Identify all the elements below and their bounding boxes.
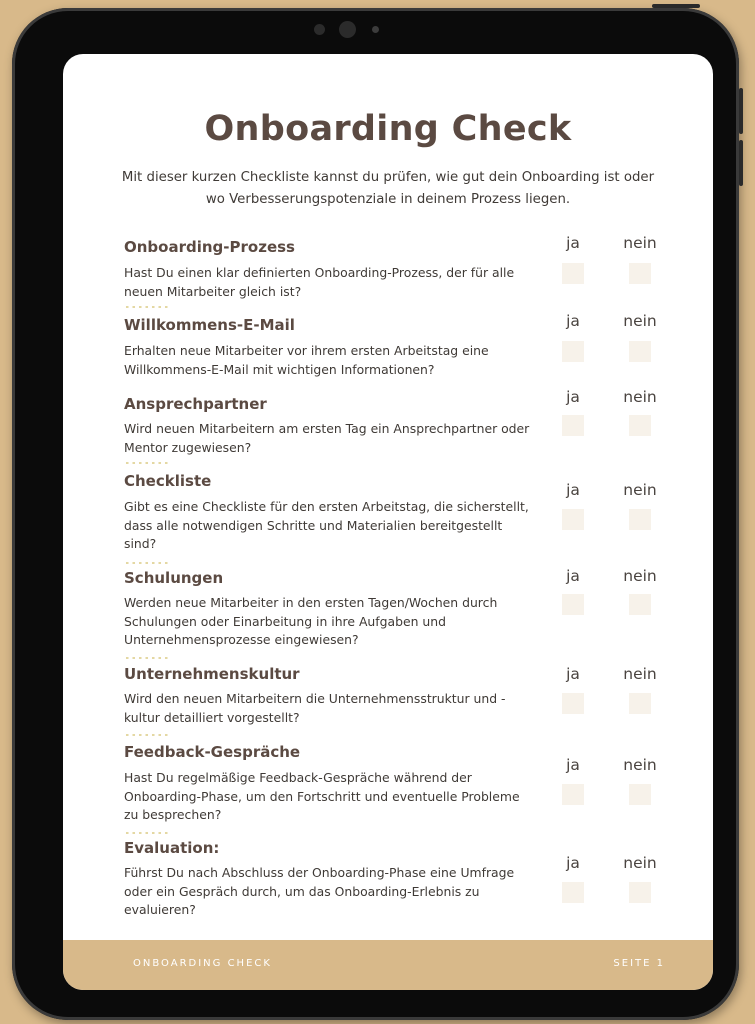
option-label-ja: ja	[566, 854, 580, 872]
light-sensor-icon	[372, 26, 379, 33]
item-question: Hast Du einen klar definierten Onboarding-Prozess, der für alle neuen Mitarbeiter gleich ist?	[124, 265, 515, 299]
item-title: Feedback-Gespräche	[124, 743, 301, 761]
option-label-nein: nein	[623, 756, 657, 774]
item-question: Wird den neuen Mitarbeitern die Unternehmensstruktur und -kultur detailliert vorgestellt?	[124, 691, 506, 725]
item-question: Gibt es eine Checkliste für den ersten Arbeitstag, die sicherstellt, dass alle notwendigen Schritte und Materialien bereitgestellt sind?	[124, 499, 529, 551]
dotted-divider	[124, 734, 170, 736]
option-label-ja: ja	[566, 312, 580, 330]
page-title: Onboarding Check	[204, 109, 572, 149]
page-footer	[63, 940, 713, 990]
option-label-ja: ja	[566, 665, 580, 683]
checkbox-ja[interactable]	[562, 594, 584, 615]
option-label-ja: ja	[566, 388, 580, 406]
camera-icon	[339, 21, 356, 38]
checkbox-nein[interactable]	[629, 882, 651, 903]
option-label-nein: nein	[623, 481, 657, 499]
item-title: Evaluation:	[124, 839, 220, 857]
intro-text: Mit dieser kurzen Checkliste kannst du prüfen, wie gut dein Onboarding ist oder wo Verbesserungspotenziale in deinem Prozess liegen.	[121, 170, 655, 207]
item-title: Willkommens-E-Mail	[124, 316, 295, 334]
volume-down-button	[739, 140, 743, 186]
item-question: Erhalten neue Mitarbeiter vor ihrem ersten Arbeitstag eine Willkommens-E-Mail mit wichtigen Informationen?	[124, 343, 489, 377]
dotted-divider	[124, 832, 170, 834]
dotted-divider	[124, 462, 170, 464]
checkbox-nein[interactable]	[629, 784, 651, 805]
option-label-ja: ja	[566, 567, 580, 585]
power-button	[652, 4, 700, 8]
item-question: Wird neuen Mitarbeitern am ersten Tag ein Ansprechpartner oder Mentor zugewiesen?	[124, 421, 530, 455]
option-label-nein: nein	[623, 388, 657, 406]
dotted-divider	[124, 306, 170, 308]
item-title: Ansprechpartner	[124, 395, 267, 413]
checkbox-ja[interactable]	[562, 882, 584, 903]
checkbox-nein[interactable]	[629, 594, 651, 615]
checkbox-ja[interactable]	[562, 341, 584, 362]
option-label-ja: ja	[566, 234, 580, 252]
item-title: Checkliste	[124, 472, 212, 490]
dotted-divider	[124, 657, 170, 659]
item-title: Schulungen	[124, 569, 224, 587]
item-question: Werden neue Mitarbeiter in den ersten Tagen/Wochen durch Schulungen oder Einarbeitung in ihre Aufgaben und Unternehmensprozesse eingewiesen?	[124, 595, 498, 647]
option-label-ja: ja	[566, 756, 580, 774]
item-title: Unternehmenskultur	[124, 665, 300, 683]
option-label-nein: nein	[623, 312, 657, 330]
dotted-divider	[124, 562, 170, 564]
option-label-nein: nein	[623, 234, 657, 252]
checkbox-ja[interactable]	[562, 263, 584, 284]
checkbox-ja[interactable]	[562, 415, 584, 436]
checkbox-ja[interactable]	[562, 784, 584, 805]
document-page	[63, 54, 713, 990]
checkbox-ja[interactable]	[562, 693, 584, 714]
tablet-frame	[12, 8, 739, 1020]
sensor-icon	[314, 24, 325, 35]
checkbox-nein[interactable]	[629, 263, 651, 284]
checkbox-ja[interactable]	[562, 509, 584, 530]
item-question: Hast Du regelmäßige Feedback-Gespräche während der Onboarding-Phase, um den Fortschritt und eventuelle Probleme zu besprechen?	[124, 770, 520, 822]
volume-up-button	[739, 88, 743, 134]
option-label-ja: ja	[566, 481, 580, 499]
footer-title: ONBOARDING CHECK	[133, 958, 272, 969]
option-label-nein: nein	[623, 665, 657, 683]
checkbox-nein[interactable]	[629, 415, 651, 436]
item-title: Onboarding-Prozess	[124, 238, 295, 256]
page-number: SEITE 1	[613, 958, 665, 969]
item-question: Führst Du nach Abschluss der Onboarding-Phase eine Umfrage oder ein Gespräch durch, um das Onboarding-Erlebnis zu evaluieren?	[124, 865, 515, 917]
option-label-nein: nein	[623, 854, 657, 872]
checkbox-nein[interactable]	[629, 341, 651, 362]
checkbox-nein[interactable]	[629, 509, 651, 530]
checkbox-nein[interactable]	[629, 693, 651, 714]
option-label-nein: nein	[623, 567, 657, 585]
